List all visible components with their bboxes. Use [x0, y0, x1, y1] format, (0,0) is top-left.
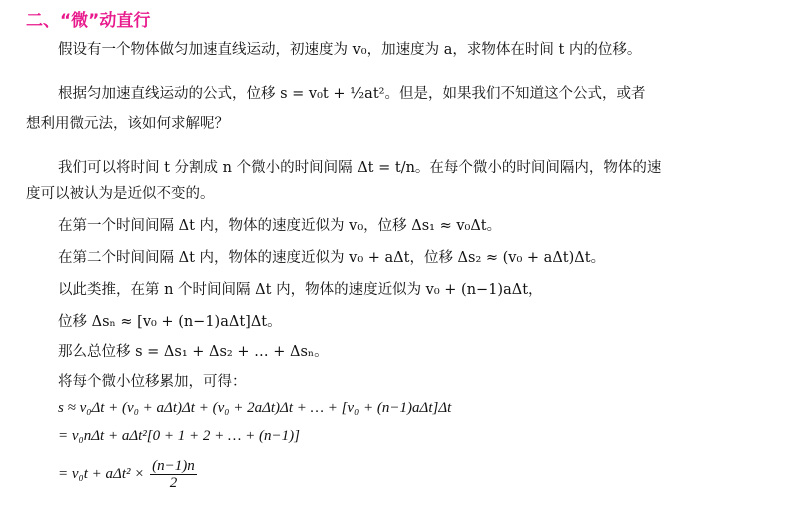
paragraph-second-interval: 在第二个时间间隔 Δt 内，物体的速度近似为 v₀ + aΔt，位移 Δs₂ ≈ (v₀ + aΔt)Δt。 [58, 250, 606, 266]
equation-result-fraction [150, 458, 197, 491]
fraction-denominator: 2 [169, 475, 178, 491]
paragraph-nth-displacement: 位移 Δsₙ ≈ [v₀ + (n−1)aΔt]Δt。 [58, 314, 282, 330]
fraction-numerator: (n−1)n [152, 458, 195, 474]
paragraph-problem: 假设有一个物体做匀加速直线运动，初速度为 v₀，加速度为 a，求物体在时间 t 内的位移。 [58, 42, 642, 58]
equation-result [58, 458, 199, 491]
paragraph-first-interval: 在第一个时间间隔 Δt 内，物体的速度近似为 v₀，位移 Δs₁ ≈ v₀Δt。 [58, 218, 502, 234]
equation-result-left: = v₀t + aΔt² × [58, 465, 145, 482]
paragraph-accumulate: 将每个微小位移累加，可得： [58, 374, 247, 390]
paragraph-formula-line1: 根据匀加速直线运动的公式，位移 s = v₀t + ½at²。但是，如果我们不知道这个公式，或者 [58, 86, 646, 102]
paragraph-nth-interval: 以此类推，在第 n 个时间间隔 Δt 内，物体的速度近似为 v₀ + (n−1)aΔt， [58, 282, 543, 298]
paragraph-divide-line1: 我们可以将时间 t 分割成 n 个微小的时间间隔 Δt = t/n。在每个微小的时间间隔内，物体的速 [58, 160, 662, 176]
paragraph-total-displacement: 那么总位移 s = Δs₁ + Δs₂ + … + Δsₙ。 [58, 344, 329, 360]
section-heading: 二、“微”动直行 [26, 11, 151, 31]
paragraph-formula-line2: 想利用微元法，该如何求解呢？ [26, 116, 229, 132]
equation-sum: s ≈ v₀Δt + (v₀ + aΔt)Δt + (v₀ + 2aΔt)Δt + … + [v₀ + (n−1)aΔt]Δt [58, 400, 452, 416]
equation-simplified: = v₀nΔt + aΔt²[0 + 1 + 2 + … + (n−1)] [58, 428, 300, 444]
paragraph-divide-line2: 度可以被认为是近似不变的。 [26, 186, 215, 202]
